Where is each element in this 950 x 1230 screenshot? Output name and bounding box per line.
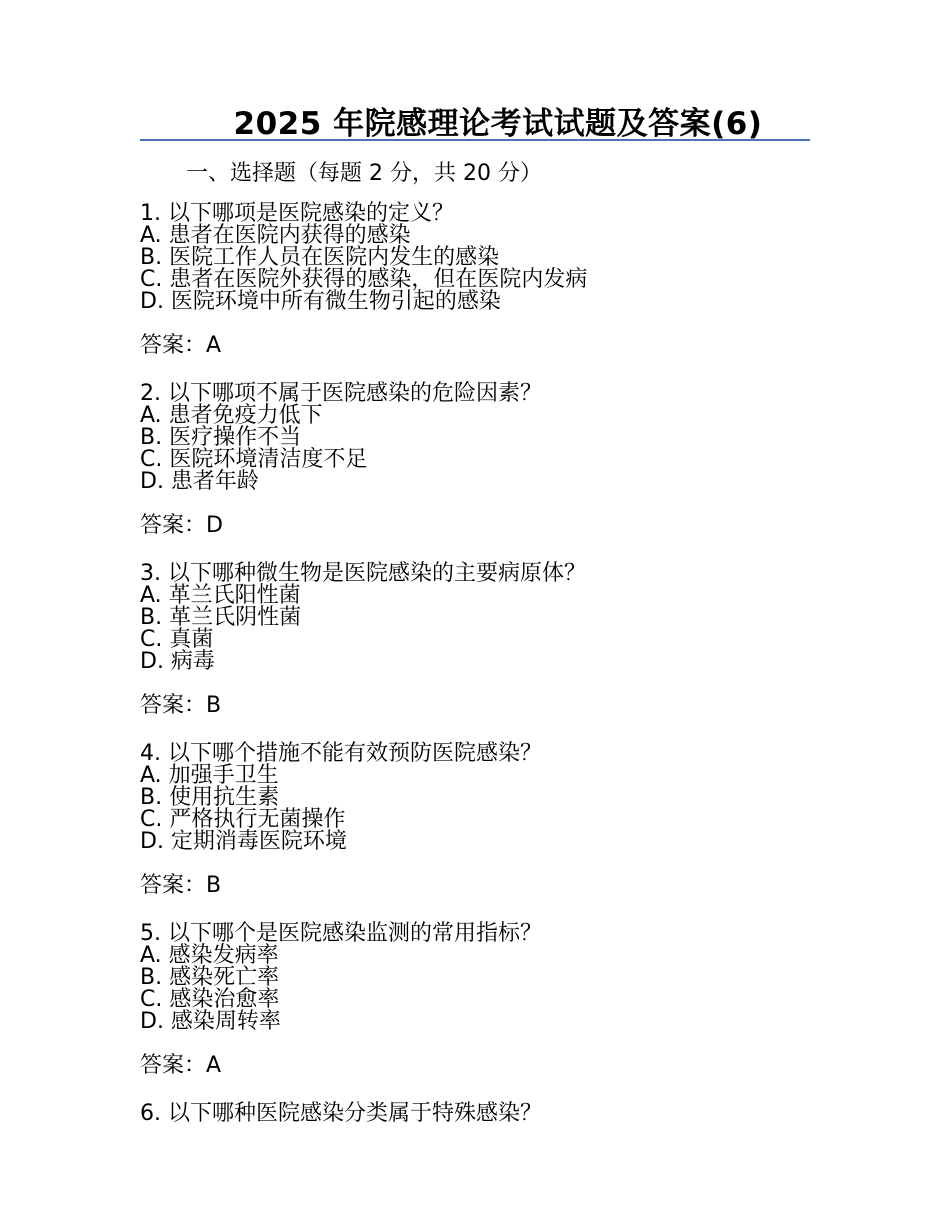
option-d: D. 病毒 — [140, 649, 215, 674]
option-b: B. 医院工作人员在医院内发生的感染 — [140, 245, 500, 270]
option-a: A. 患者在医院内获得的感染 — [140, 223, 411, 248]
option-d: D. 患者年龄 — [140, 469, 259, 494]
question-text: 5. 以下哪个是医院感染监测的常用指标？ — [140, 921, 542, 946]
question-block — [140, 203, 860, 361]
question-block — [140, 1103, 860, 1125]
option-c: C. 感染治愈率 — [140, 987, 280, 1012]
option-c: C. 医院环境清洁度不足 — [140, 447, 368, 472]
question-text: 4. 以下哪个措施不能有效预防医院感染？ — [140, 741, 542, 766]
question-text: 1. 以下哪项是医院感染的定义？ — [140, 201, 454, 226]
option-a: A. 革兰氏阳性菌 — [140, 583, 301, 608]
option-d: D. 医院环境中所有微生物引起的感染 — [140, 289, 501, 314]
option-b: B. 医疗操作不当 — [140, 425, 302, 450]
option-d: D. 感染周转率 — [140, 1009, 281, 1034]
option-b: B. 感染死亡率 — [140, 965, 280, 990]
option-c: C. 真菌 — [140, 627, 214, 652]
option-c: C. 患者在医院外获得的感染，但在医院内发病 — [140, 267, 588, 292]
question-text: 3. 以下哪种微生物是医院感染的主要病原体？ — [140, 561, 586, 586]
question-text: 2. 以下哪项不属于医院感染的危险因素？ — [140, 381, 542, 406]
option-a: A. 感染发病率 — [140, 943, 279, 968]
option-c: C. 严格执行无菌操作 — [140, 807, 346, 832]
question-block — [140, 743, 860, 901]
section-heading: 一、选择题（每题 2 分，共 20 分） — [186, 161, 542, 186]
answer-text: 答案：B — [140, 873, 222, 898]
option-b: B. 使用抗生素 — [140, 785, 280, 810]
document-title: 2025 年院感理论考试试题及答案(6) — [233, 106, 763, 142]
question-list — [140, 203, 860, 1125]
answer-text: 答案：A — [140, 1053, 222, 1078]
question-block — [140, 563, 860, 721]
option-d: D. 定期消毒医院环境 — [140, 829, 347, 854]
option-a: A. 加强手卫生 — [140, 763, 279, 788]
title-underline — [140, 139, 810, 141]
question-block — [140, 923, 860, 1081]
option-b: B. 革兰氏阴性菌 — [140, 605, 302, 630]
question-text: 6. 以下哪种医院感染分类属于特殊感染？ — [140, 1101, 542, 1126]
question-block — [140, 383, 860, 541]
answer-text: 答案：B — [140, 693, 222, 718]
option-a: A. 患者免疫力低下 — [140, 403, 323, 428]
answer-text: 答案：A — [140, 333, 222, 358]
answer-text: 答案：D — [140, 513, 223, 538]
